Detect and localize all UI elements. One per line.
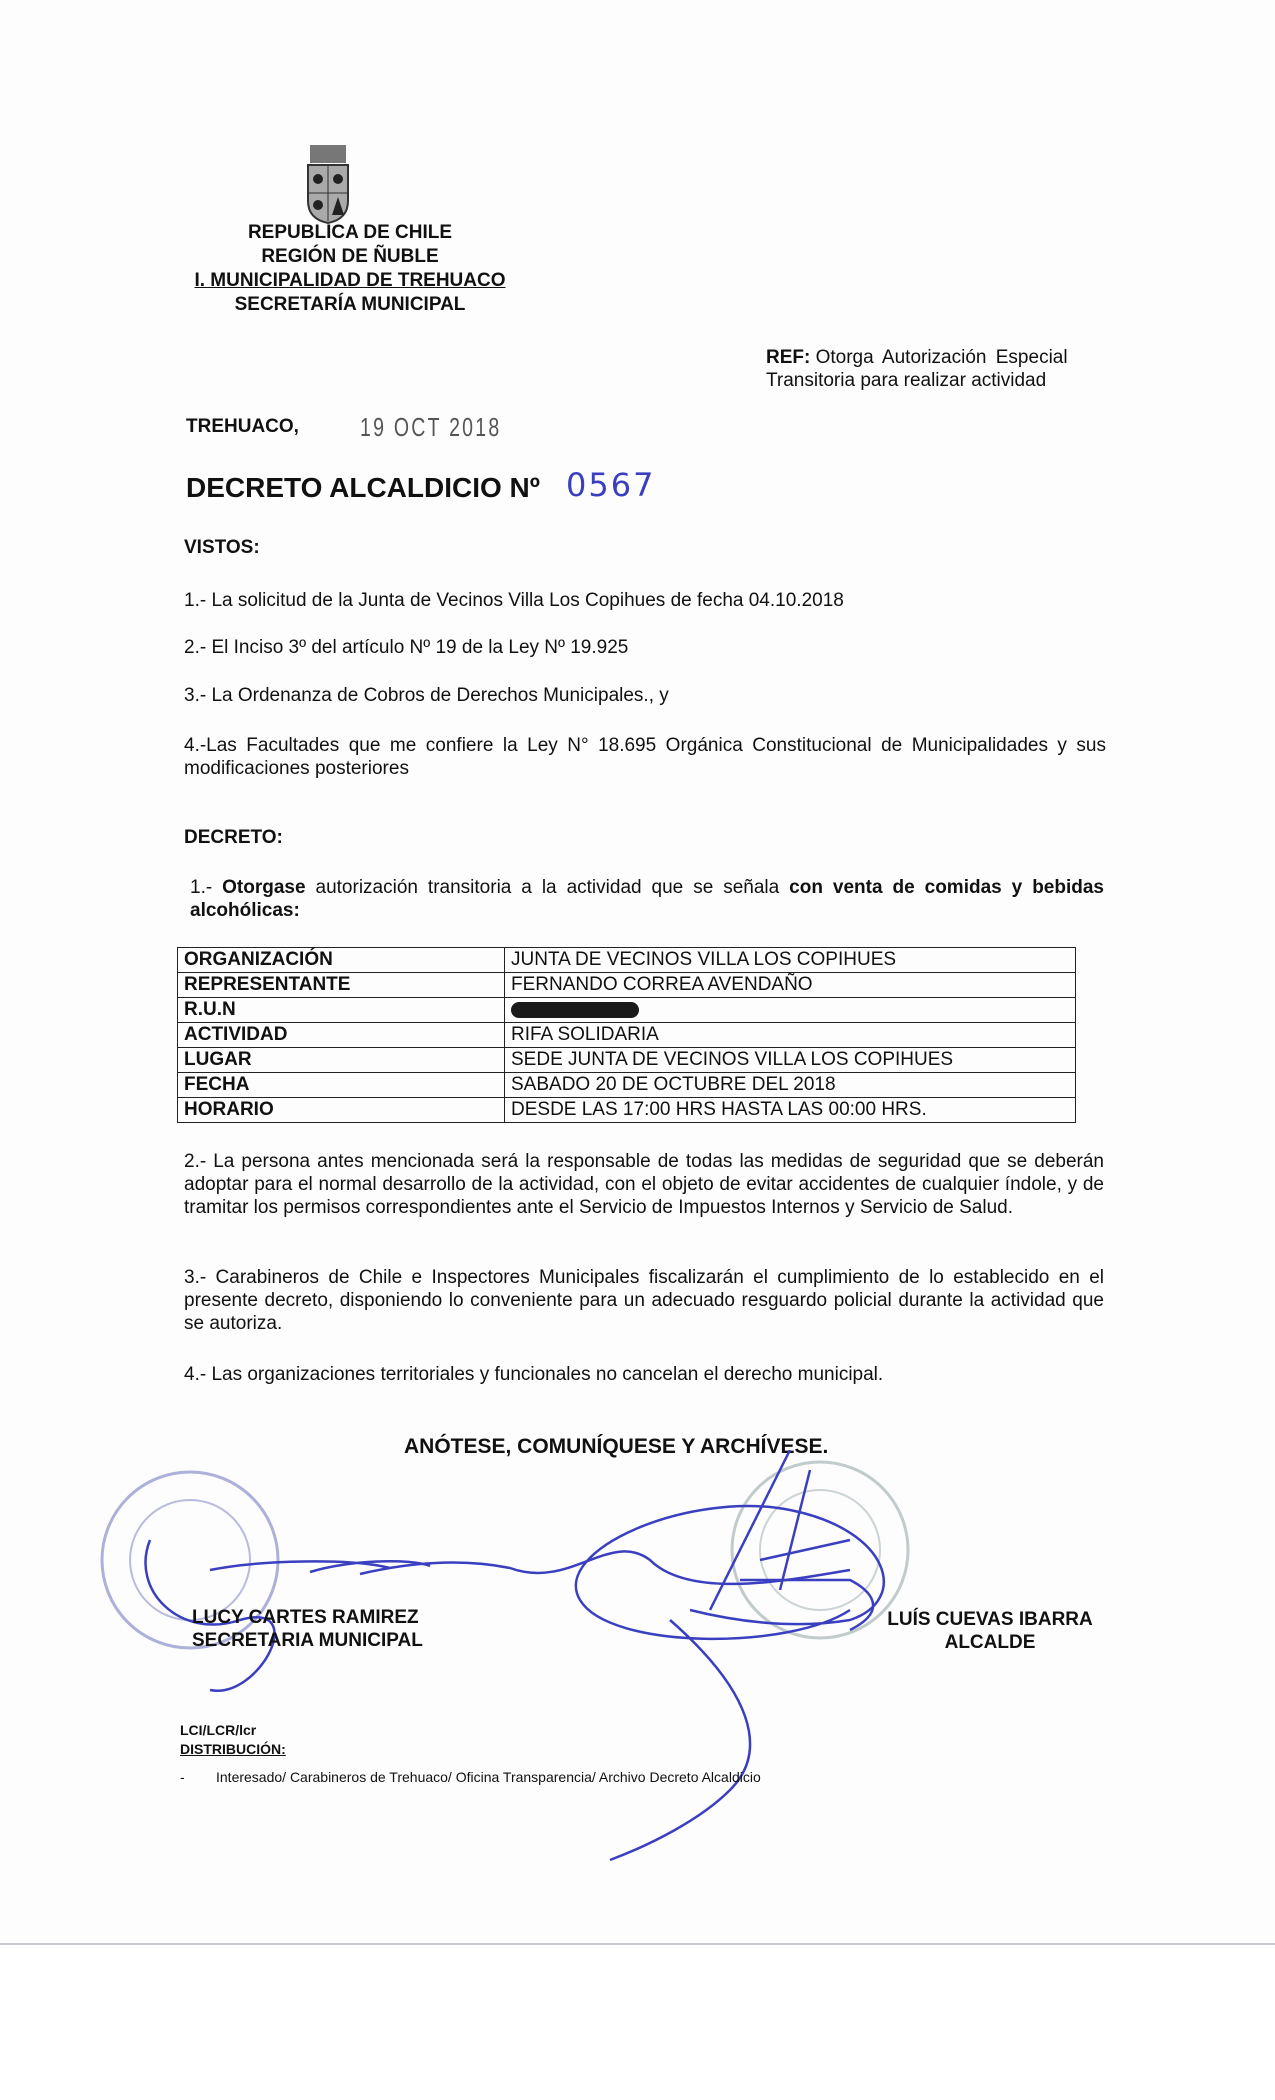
signatures-and-seals bbox=[90, 1450, 1150, 1870]
vistos-item: 2.- El Inciso 3º del artículo Nº 19 de la Ley Nº 19.925 bbox=[184, 637, 629, 658]
bullet: - bbox=[180, 1769, 185, 1785]
table-value: FERNANDO CORREA AVENDAÑO bbox=[505, 973, 1076, 998]
decreto-item-3: 3.- Carabineros de Chile e Inspectores Municipales fiscalizarán el cumplimiento de lo establecido en el presente decreto, disponiendo lo conveniente para un adecuado resguardo policial durante la actividad que se autoriza. bbox=[184, 1267, 1104, 1334]
decreto-item-4: 4.- Las organizaciones territoriales y funcionales no cancelan el derecho municipal. bbox=[184, 1364, 884, 1385]
vistos-item: 1.- La solicitud de la Junta de Vecinos Villa Los Copihues de fecha 04.10.2018 bbox=[184, 590, 844, 611]
table-value: SABADO 20 DE OCTUBRE DEL 2018 bbox=[505, 1073, 1076, 1098]
decree-number: 0567 bbox=[566, 466, 656, 504]
table-row bbox=[178, 973, 1076, 998]
coat-of-arms-icon bbox=[304, 143, 352, 225]
item-bold: con venta de comidas y bebidas alcohólicas: bbox=[190, 877, 1105, 921]
closing-formula: ANÓTESE, COMUNÍQUESE Y ARCHÍVESE. bbox=[404, 1435, 829, 1458]
table-row bbox=[178, 1073, 1076, 1098]
table-row bbox=[178, 1048, 1076, 1073]
signer-name: LUÍS CUEVAS IBARRA bbox=[887, 1609, 1093, 1630]
item-text: autorización transitoria a la actividad que se señala bbox=[305, 877, 790, 898]
distribution-list: Interesado/ Carabineros de Trehuaco/ Oficina Transparencia/ Archivo Decreto Alcaldicio bbox=[216, 1769, 761, 1785]
header-line: I. MUNICIPALIDAD DE TREHUACO bbox=[194, 270, 506, 291]
table-key: HORARIO bbox=[178, 1098, 505, 1123]
vistos-heading: VISTOS: bbox=[184, 537, 260, 558]
table-key: REPRESENTANTE bbox=[178, 973, 505, 998]
header-line: REPUBLICA DE CHILE bbox=[247, 222, 453, 243]
ref-text: Otorga Autorización Especial bbox=[815, 347, 1068, 368]
header bbox=[180, 221, 520, 317]
table-row bbox=[178, 998, 1076, 1023]
signer-name: LUCY CARTES RAMIREZ bbox=[192, 1607, 419, 1628]
date-stamp: 19 OCT 2018 bbox=[360, 412, 502, 442]
table-value: SEDE JUNTA DE VECINOS VILLA LOS COPIHUES bbox=[505, 1048, 1076, 1073]
header-line: SECRETARÍA MUNICIPAL bbox=[234, 294, 466, 315]
distribution-heading: DISTRIBUCIÓN: bbox=[180, 1741, 286, 1757]
initials: LCI/LCR/lcr bbox=[180, 1722, 257, 1738]
item-bold: Otorgase bbox=[222, 877, 306, 898]
decreto-item-2: 2.- La persona antes mencionada será la responsable de todas las medidas de seguridad que se deberán adoptar para el normal desarrollo de la actividad, con el objeto de evitar accidentes de cualquier índole, y de tramitar los permisos correspondientes ante el Servicio de Impuestos Internos y Servicio de Salud. bbox=[184, 1151, 1104, 1218]
decree-title: DECRETO ALCALDICIO Nº bbox=[186, 472, 541, 503]
table-key: ORGANIZACIÓN bbox=[178, 948, 505, 973]
place: TREHUACO, bbox=[186, 416, 299, 437]
secretary-signature-block bbox=[192, 1606, 423, 1652]
activity-table bbox=[177, 947, 1076, 1123]
table-key: R.U.N bbox=[178, 998, 505, 1023]
vistos-item: 3.- La Ordenanza de Cobros de Derechos Municipales., y bbox=[184, 685, 669, 706]
table-key: LUGAR bbox=[178, 1048, 505, 1073]
table-row bbox=[178, 948, 1076, 973]
table-value: JUNTA DE VECINOS VILLA LOS COPIHUES bbox=[505, 948, 1076, 973]
table-key: ACTIVIDAD bbox=[178, 1023, 505, 1048]
table-key: FECHA bbox=[178, 1073, 505, 1098]
ref-text: Transitoria para realizar actividad bbox=[766, 370, 1047, 391]
decreto-heading: DECRETO: bbox=[184, 827, 283, 848]
item-prefix: 1.- bbox=[190, 877, 223, 898]
header-line: REGIÓN DE ÑUBLE bbox=[261, 246, 439, 267]
signer-role: ALCALDE bbox=[944, 1632, 1036, 1653]
table-value: DESDE LAS 17:00 HRS HASTA LAS 00:00 HRS. bbox=[505, 1098, 1076, 1123]
redaction bbox=[511, 1002, 639, 1018]
vistos-item: 4.-Las Facultades que me confiere la Ley N° 18.695 Orgánica Constitucional de Municipalidades y sus modificaciones posteriores bbox=[184, 735, 1106, 779]
table-row bbox=[178, 1023, 1076, 1048]
ref-label: REF: bbox=[766, 347, 811, 368]
table-value: RIFA SOLIDARIA bbox=[505, 1023, 1076, 1048]
table-row bbox=[178, 1098, 1076, 1123]
mayor-signature-block bbox=[870, 1608, 1110, 1654]
signer-role: SECRETARIA MUNICIPAL bbox=[192, 1630, 423, 1651]
table-value bbox=[505, 998, 1076, 1023]
decreto-item-1 bbox=[190, 876, 1104, 922]
reference bbox=[766, 346, 1068, 392]
